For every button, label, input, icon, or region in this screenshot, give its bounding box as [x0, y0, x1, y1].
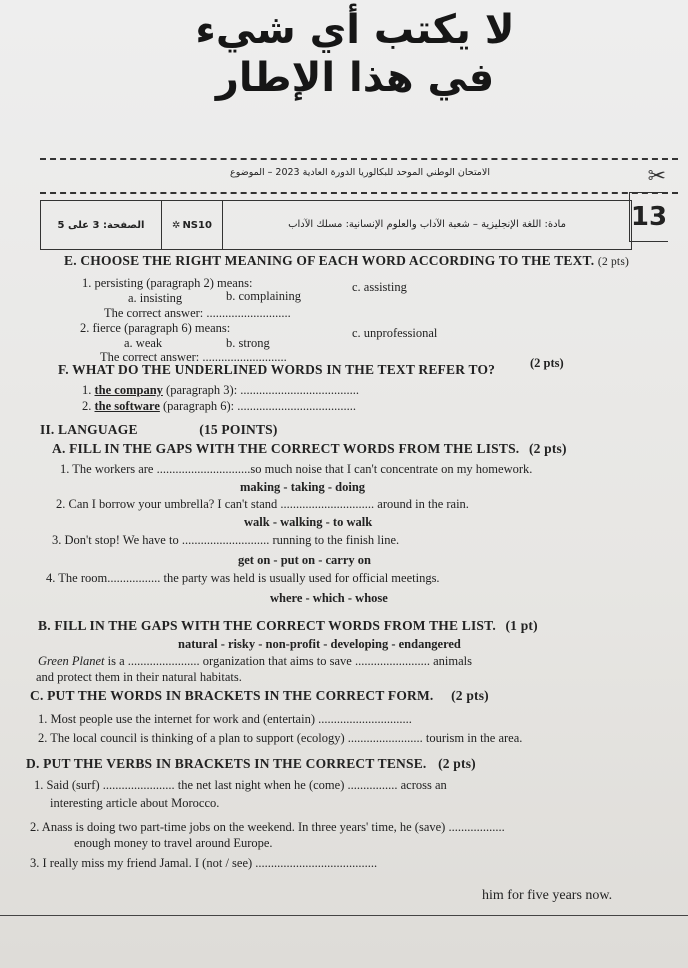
- e-q2-option-c: c. unprofessional: [352, 326, 438, 340]
- d-q3-line-1[interactable]: 3. I really miss my friend Jamal. I (not / see) .......................................: [30, 856, 378, 870]
- do-not-write-warning: [190, 6, 520, 102]
- exam-header-line: الامتحان الوطني الموحد للبكالوريا الدورة العادية 2023 – الموضوع: [230, 167, 490, 178]
- e-q1-answer[interactable]: The correct answer: ...........................: [104, 306, 291, 320]
- section-c-title: C. PUT THE WORDS IN BRACKETS IN THE CORRECT FORM. (2 pts): [30, 688, 489, 703]
- a-q4[interactable]: 4. The room................. the party was held is usually used for official meetings.: [46, 571, 440, 585]
- e-q2-stem: 2. fierce (paragraph 6) means:: [80, 321, 231, 335]
- exam-code: ✲ NS10: [162, 201, 223, 249]
- cut-line-bottom: [40, 192, 678, 194]
- b-line-2: and protect them in their natural habitats.: [36, 670, 242, 684]
- bottom-rule: [0, 915, 688, 916]
- e-q2-option-b: b. strong: [226, 336, 270, 350]
- d-q2-line-1[interactable]: 2. Anass is doing two part-time jobs on the weekend. In three years' time, he (save) ..................: [30, 820, 505, 834]
- cut-line-top: [40, 158, 678, 160]
- d-q2-line-2: enough money to travel around Europe.: [74, 836, 273, 850]
- header-tab: 13: [629, 192, 668, 242]
- warning-line-1: لا يكتب أي شيء: [195, 7, 515, 53]
- a-q2[interactable]: 2. Can I borrow your umbrella? I can't stand .............................. around in the rain.: [56, 497, 469, 511]
- c-q2[interactable]: 2. The local council is thinking of a plan to support (ecology) ........................ tourism in the area.: [38, 731, 523, 745]
- e-q1-option-a: a. insisting: [128, 291, 183, 305]
- b-options: natural - risky - non-profit - developing - endangered: [178, 637, 461, 651]
- section-f-title: F. WHAT DO THE UNDERLINED WORDS IN THE TEXT REFER TO?: [58, 362, 496, 377]
- section-a-title: A. FILL IN THE GAPS WITH THE CORRECT WORDS FROM THE LISTS. (2 pts): [52, 441, 567, 456]
- warning-line-2: في هذا الإطار: [215, 55, 495, 101]
- e-q2-answer[interactable]: The correct answer: ...........................: [100, 350, 287, 364]
- d-q3-line-2: him for five years now.: [482, 888, 613, 903]
- b-line-1[interactable]: Green Planet is a ....................... organization that aims to save ........................ animals: [38, 654, 472, 668]
- a-q2-options: walk - walking - to walk: [244, 515, 373, 529]
- c-q1[interactable]: 1. Most people use the internet for work and (entertain) ..............................: [38, 712, 412, 726]
- f-q1: 1. the company (paragraph 3): ......................................: [82, 383, 360, 397]
- f-q2: 2. the software (paragraph 6): ......................................: [82, 399, 357, 413]
- d-q1-line-1[interactable]: 1. Said (surf) ....................... the net last night when he (come) ................ across an: [34, 778, 447, 792]
- exam-header-box: [40, 200, 632, 250]
- language-title: II. LANGUAGE (15 POINTS): [40, 422, 278, 437]
- subject-title: مادة: اللغة الإنجليزية – شعبة الآداب والعلوم الإنسانية: مسلك الآداب: [288, 219, 566, 230]
- e-q1-option-b: b. complaining: [226, 289, 301, 303]
- a-q1[interactable]: 1. The workers are ..............................so much noise that I can't concentrate on my homework.: [60, 462, 533, 476]
- e-q1-stem: 1. persisting (paragraph 2) means:: [82, 276, 253, 290]
- page-number: الصفحة: 3 على 5: [41, 201, 162, 249]
- a-q4-options: where - which - whose: [270, 591, 388, 605]
- e-q2-option-a: a. weak: [124, 336, 163, 350]
- e-q1-option-c: c. assisting: [352, 280, 407, 294]
- a-q1-options: making - taking - doing: [240, 480, 366, 494]
- a-q3[interactable]: 3. Don't stop! We have to ............................ running to the finish line.: [52, 533, 400, 547]
- section-f-points: (2 pts): [530, 356, 564, 370]
- scissors-icon: ✂: [647, 164, 666, 189]
- section-e-title: E. CHOOSE THE RIGHT MEANING OF EACH WORD ACCORDING TO THE TEXT. (2 pts): [64, 253, 630, 268]
- a-q3-options: get on - put on - carry on: [238, 553, 371, 567]
- section-b-title: B. FILL IN THE GAPS WITH THE CORRECT WORDS FROM THE LIST. (1 pt): [38, 618, 538, 633]
- logo-star-icon: ✲: [172, 219, 181, 231]
- d-q1-line-2: interesting article about Morocco.: [50, 796, 220, 810]
- section-d-title: D. PUT THE VERBS IN BRACKETS IN THE CORRECT TENSE. (2 pts): [26, 756, 476, 771]
